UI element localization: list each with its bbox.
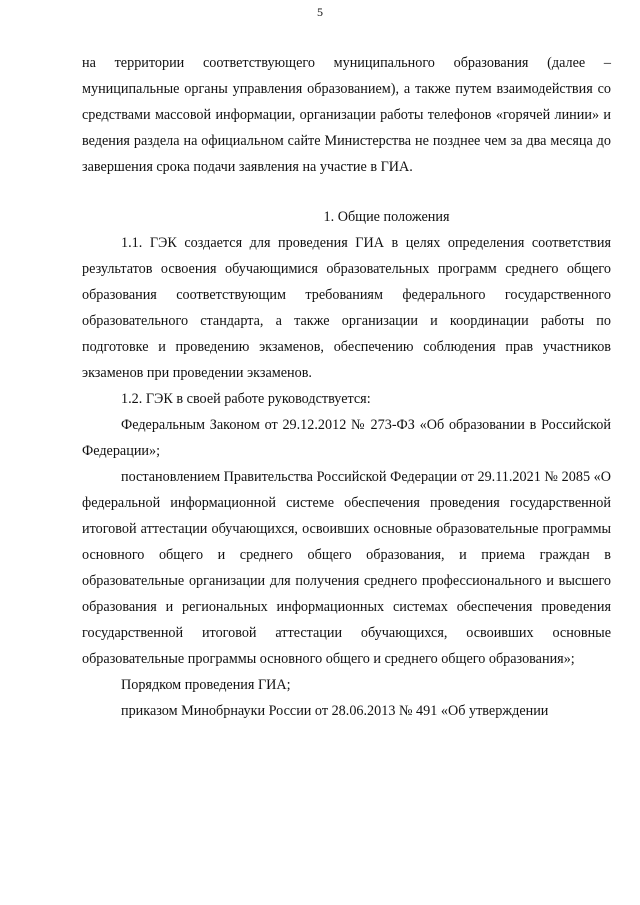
paragraph-government-decree: постановлением Правительства Российской Федерации от 29.11.2021 № 2085 «О федеральной информационной системе обеспечения проведения государственной итоговой аттестации обучающихся, освоивших основные образовательные программы основного общего и среднего общего образования, и приема граждан в образовательные организации для получения среднего профессионального и высшего образования и региональных информационных системах обеспечения проведения государственной итоговой аттестации обучающихся, освоивших основные образовательные программы основного общего и среднего общего образования»; [82, 469, 611, 667]
paragraph-1-1: 1.1. ГЭК создается для проведения ГИА в целях определения соответствия результатов освоения обучающимися образовательных программ среднего общего образования соответствующим требованиям федерального государственного образовательного стандарта, а также организации и координации работы по подготовке и проведению экзаменов, обеспечению соблюдения прав участников экзаменов при проведении экзаменов. [82, 235, 611, 381]
paragraph-gia-procedure: Порядком проведения ГИА; [121, 677, 291, 693]
paragraph-ministry-order: приказом Минобрнауки России от 28.06.2013 № 491 «Об утверждении [121, 703, 549, 719]
section-title: 1. Общие положения [323, 209, 450, 225]
paragraph-federal-law: Федеральным Законом от 29.12.2012 № 273-ФЗ «Об образовании в Российской Федерации»; [82, 417, 611, 459]
intro-paragraph: на территории соответствующего муниципального образования (далее – муниципальные органы управления образованием), а также путем взаимодействия со средствами массовой информации, организации работы телефонов «горячей линии» и ведения раздела на официальном сайте Министерства не позднее чем за два месяца до завершения срока подачи заявления на участие в ГИА. [82, 55, 611, 175]
document-body [82, 50, 611, 724]
paragraph-1-2: 1.2. ГЭК в своей работе руководствуется: [121, 391, 371, 407]
page-number: 5 [317, 5, 323, 19]
